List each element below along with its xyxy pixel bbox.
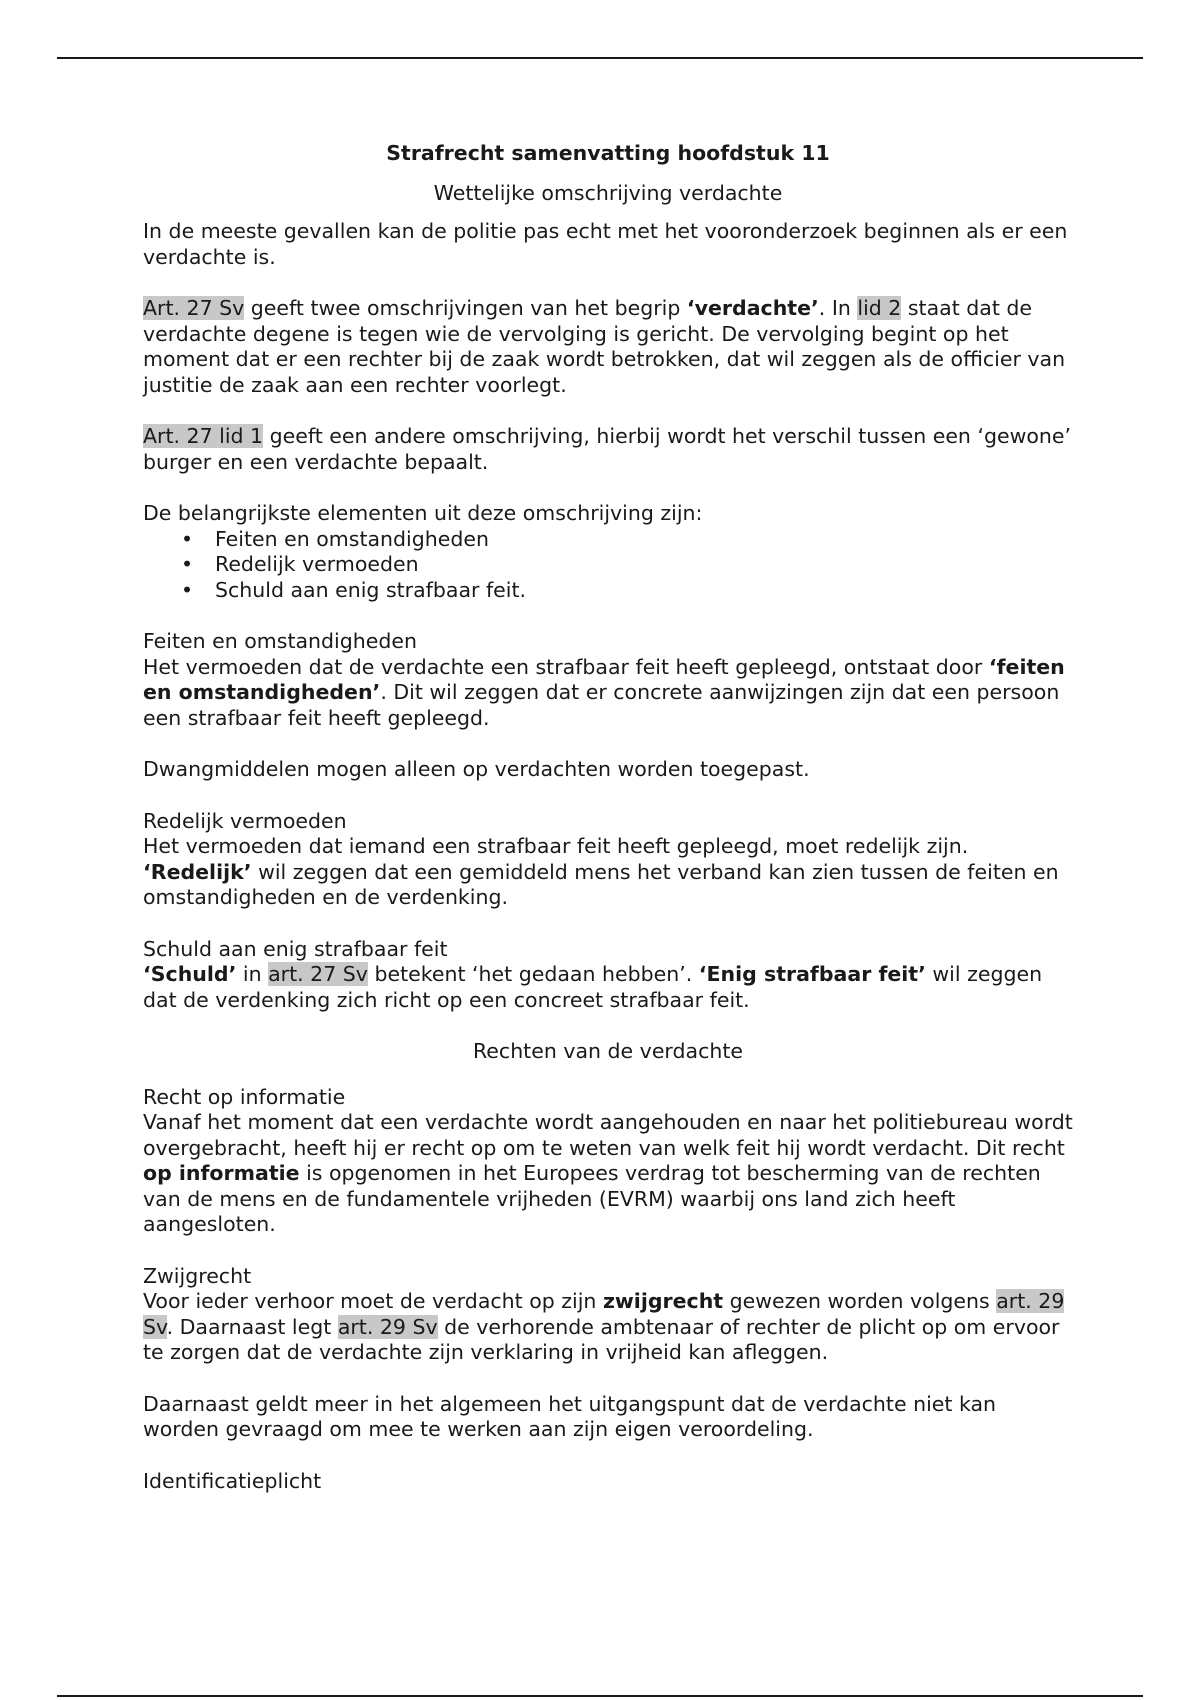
term-schuld: ‘Schuld’ (143, 962, 237, 986)
header-rule (57, 57, 1143, 59)
section-zwijgrecht: Zwijgrecht Voor ieder verhoor moet de verdacht op zijn zwijgrecht gewezen worden volgens art. 29 Sv. Daarnaast legt art. 29 Sv de verhorende ambtenaar of rechter de plicht op om ervoor te zorgen dat de verdachte zijn verklaring in vrijheid kan afleggen. (143, 1263, 1065, 1364)
subheading-identificatieplicht: Identificatieplicht (143, 1468, 322, 1493)
section-informatie: Recht op informatie Vanaf het moment dat een verdachte wordt aangehouden en naar het politiebureau wordt overgebracht, heeft hij er recht op om te weten van welk feit hij wordt verdacht. Dit recht op informatie is opgenomen in het Europees verdrag tot bescherming van de rechten van de mens en de fundamentele vrijheden (EVRM) waarbij ons land zich heeft aangesloten. (143, 1084, 1073, 1236)
term-zwijgrecht: zwijgrecht (602, 1289, 724, 1313)
law-reference: Art. 27 Sv (143, 296, 245, 320)
law-reference: art. 29 Sv (143, 1289, 1065, 1339)
subheading-redelijk: Redelijk vermoeden (143, 808, 347, 833)
document-body (143, 141, 1073, 1520)
section-schuld: Schuld aan enig strafbaar feit ‘Schuld’ in art. 27 Sv betekent ‘het gedaan hebben’. ‘Enig strafbaar feit’ wil zeggen dat de verdenking zich richt op een concreet strafbaar feit. (143, 936, 1043, 1012)
elements-list (143, 527, 1073, 604)
term-redelijk: ‘Redelijk’ (143, 859, 252, 884)
section-feiten: Feiten en omstandigheden Het vermoeden dat de verdachte een strafbaar feit heeft gepleegd, ontstaat door ‘feiten en omstandigheden’. Dit wil zeggen dat er concrete aanwijzingen zijn dat een persoon een strafbaar feit heeft gepleegd. (143, 629, 1065, 730)
law-reference: Art. 27 lid 1 (143, 424, 264, 448)
list-item: • Redelijk vermoeden (215, 552, 1073, 578)
paragraph-dwangmiddelen: Dwangmiddelen mogen alleen op verdachten worden toegepast. (143, 757, 810, 781)
subheading-feiten: Feiten en omstandigheden (143, 629, 417, 653)
subheading-schuld: Schuld aan enig strafbaar feit (143, 936, 448, 961)
subheading-zwijgrecht: Zwijgrecht (143, 1263, 252, 1288)
paragraph-art27-lid1: Art. 27 lid 1 geeft een andere omschrijving, hierbij wordt het verschil tussen een ‘gewone’ burger en een verdachte bepaalt. (143, 424, 1072, 474)
paragraph-art27: Art. 27 Sv geeft twee omschrijvingen van het begrip ‘verdachte’. In lid 2 staat dat de verdachte degene is tegen wie de vervolging is gericht. De vervolging begint op het moment dat er een rechter bij de zaak wordt betrokken, dat wil zeggen als de officier van justitie de zaak aan een rechter voorlegt. (143, 296, 1066, 397)
law-reference: art. 27 Sv (268, 962, 368, 986)
footer-rule (57, 1695, 1143, 1697)
intro-paragraph: In de meeste gevallen kan de politie pas echt met het vooronderzoek beginnen als er een verdachte is. (143, 219, 1068, 269)
term-feiten: ‘feiten en omstandigheden’ (143, 654, 1065, 704)
section-heading-rechten: Rechten van de verdachte (472, 1039, 743, 1063)
list-item: • Feiten en omstandigheden (215, 527, 1073, 553)
subheading-informatie: Recht op informatie (143, 1084, 346, 1109)
term-enig-strafbaar-feit: ‘Enig strafbaar feit’ (698, 962, 926, 986)
law-reference: art. 29 Sv (337, 1314, 438, 1339)
term-verdachte: ‘verdachte’ (686, 296, 819, 320)
paragraph-algemeen: Daarnaast geldt meer in het algemeen het uitgangspunt dat de verdachte niet kan worden gevraagd om mee te werken aan zijn eigen veroordeling. (143, 1391, 997, 1441)
elements-intro: De belangrijkste elementen uit deze omschrijving zijn: (143, 501, 703, 525)
section-redelijk: Redelijk vermoeden Het vermoeden dat iemand een strafbaar feit heeft gepleegd, moet redelijk zijn. ‘Redelijk’ wil zeggen dat een gemiddeld mens het verband kan zien tussen de feiten en omstandigheden en de verdenking. (143, 808, 1059, 909)
section-heading-wettelijke-omschrijving: Wettelijke omschrijving verdachte (433, 180, 783, 205)
law-reference: lid 2 (857, 296, 902, 320)
term-op-informatie: op informatie (143, 1161, 300, 1185)
page-title: Strafrecht samenvatting hoofdstuk 11 (386, 141, 830, 165)
list-item: • Schuld aan enig strafbaar feit. (215, 578, 1073, 604)
